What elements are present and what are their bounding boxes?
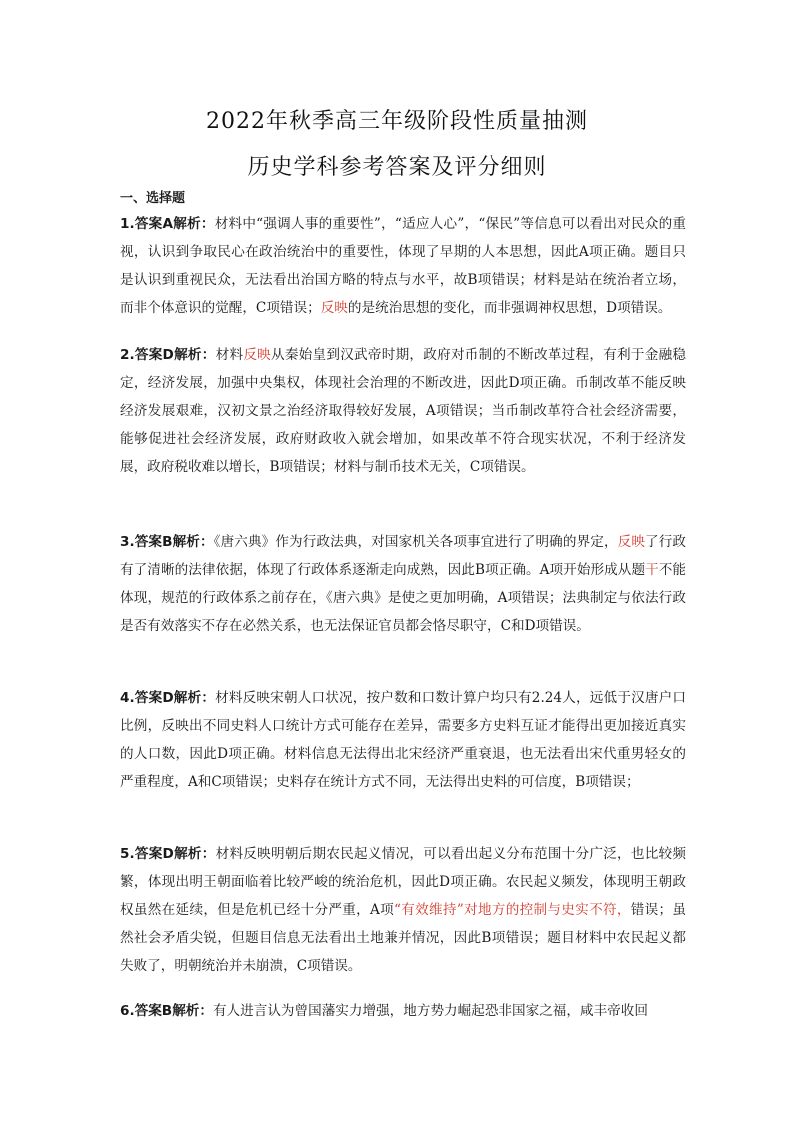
highlighted-text: 反映 — [617, 534, 646, 550]
answer-label: 答案B — [134, 534, 173, 550]
question-number: 2. — [120, 347, 135, 363]
question-5 — [120, 840, 686, 980]
question-number: 3. — [120, 534, 135, 550]
highlighted-text: 干 — [645, 562, 659, 578]
question-2 — [120, 341, 686, 481]
analysis-label: 解析： — [172, 1003, 213, 1019]
question-3 — [120, 528, 686, 640]
question-number: 4. — [120, 690, 135, 706]
answer-label: 答案D — [134, 347, 174, 363]
section-heading: 一、选择题 — [120, 191, 186, 206]
question-number: 6. — [120, 1003, 135, 1019]
analysis-label: 解析： — [173, 846, 216, 862]
answer-label: 答案B — [134, 1003, 173, 1019]
answer-label: 答案D — [134, 846, 174, 862]
analysis-segment: 《唐六典》作为行政法典，对国家机关各项事宜进行了明确的界定， — [213, 534, 618, 550]
analysis-segment: 错误；虽然社会矛盾尖锐，但题目信息无法看出土地兼并情况，因此B项错误；题目材料中农民起义都失败了，明朝统治并未崩溃，C项错误。 — [120, 902, 686, 974]
question-1 — [120, 210, 686, 322]
analysis-label: 解析： — [173, 347, 216, 363]
analysis-segment: 了行政有了清晰的法律依据，体现了行政体系逐渐走向成熟，因此B项正确。A项开始形成从题 — [120, 534, 687, 578]
question-number: 5. — [120, 846, 135, 862]
answer-label: 答案D — [134, 690, 174, 706]
question-number: 1. — [120, 216, 135, 232]
analysis-text — [120, 846, 686, 974]
analysis-segment: 从秦始皇到汉武帝时期，政府对币制的不断改革过程，有利于金融稳定，经济发展，加强中央集权，体现社会治理的不断改进，因此D项正确。币制改革不能反映经济发展艰难，汉初文景之治经济取得较好发展，A项错误；当币制改革符合社会经济需要，能够促进社会经济发展，政府财政收入就会增加，如果改革不符合现实状况，不利于经济发展，政府税收难以增长，B项错误；材料与制币技术无关，C项错误。 — [120, 347, 687, 475]
highlighted-text: 反映 — [320, 300, 348, 316]
analysis-segment: 材料 — [215, 347, 244, 363]
analysis-segment: 材料反映明朝后期农民起义情况，可以看出起义分布范围十分广泛，也比较频繁，体现出明王朝面临着比较严峻的统治危机，因此D项正确。农民起义频发，体现明王朝政权虽然在延续，但是危机已经十分严重，A项 — [120, 846, 686, 918]
question-4 — [120, 684, 686, 796]
highlighted-text: 反映 — [243, 347, 271, 363]
answer-label: 答案A — [134, 216, 174, 232]
analysis-segment: 材料反映宋朝人口状况，按户数和口数计算户均只有2.24人，远低于汉唐户口比例，反映出不同史料人口统计方式可能存在差异，需要多方史料互证才能得出更加接近真实的人口数，因此D项正确。材料信息无法得出北宋经济严重衰退，也无法看出宋代重男轻女的严重程度，A和C项错误；史料存在统计方式不同，无法得出史料的可信度，B项错误； — [120, 690, 686, 790]
analysis-segment: 的是统治思想的变化，而非强调神权思想，D项错误。 — [347, 300, 672, 316]
page-title: 2022年秋季高三年级阶段性质量抽测 — [206, 109, 588, 134]
analysis-label: 解析： — [173, 216, 215, 232]
analysis-segment: 有人进言认为曾国藩实力增强，地方势力崛起恐非国家之福，咸丰帝收回 — [212, 1003, 648, 1019]
highlighted-text: “有效维持”对地方的控制与史实不符， — [394, 902, 631, 918]
analysis-label: 解析： — [172, 534, 214, 550]
analysis-text — [213, 1003, 648, 1019]
analysis-segment: 不能体现，规范的行政体系之前存在，《唐六典》是使之更加明确，A项错误；法典制定与依法行政是否有效落实不存在必然关系，也无法保证官员都会恪尽职守，C和D项错误。 — [120, 562, 686, 634]
analysis-segment: 材料中“强调人事的重要性”，“适应人心”，“保民”等信息可以看出对民众的重视，认识到争取民心在政治统治中的重要性，体现了早期的人本思想，因此A项正确。题目只是认识到重视民众，无法看出治国方略的特点与水平，故B项错误；材料是站在统治者立场，而非个体意识的觉醒，C项错误； — [120, 216, 686, 316]
question-6 — [120, 997, 686, 1025]
analysis-label: 解析： — [173, 690, 216, 706]
page-subtitle: 历史学科参考答案及评分细则 — [247, 155, 547, 180]
analysis-text — [120, 347, 686, 475]
